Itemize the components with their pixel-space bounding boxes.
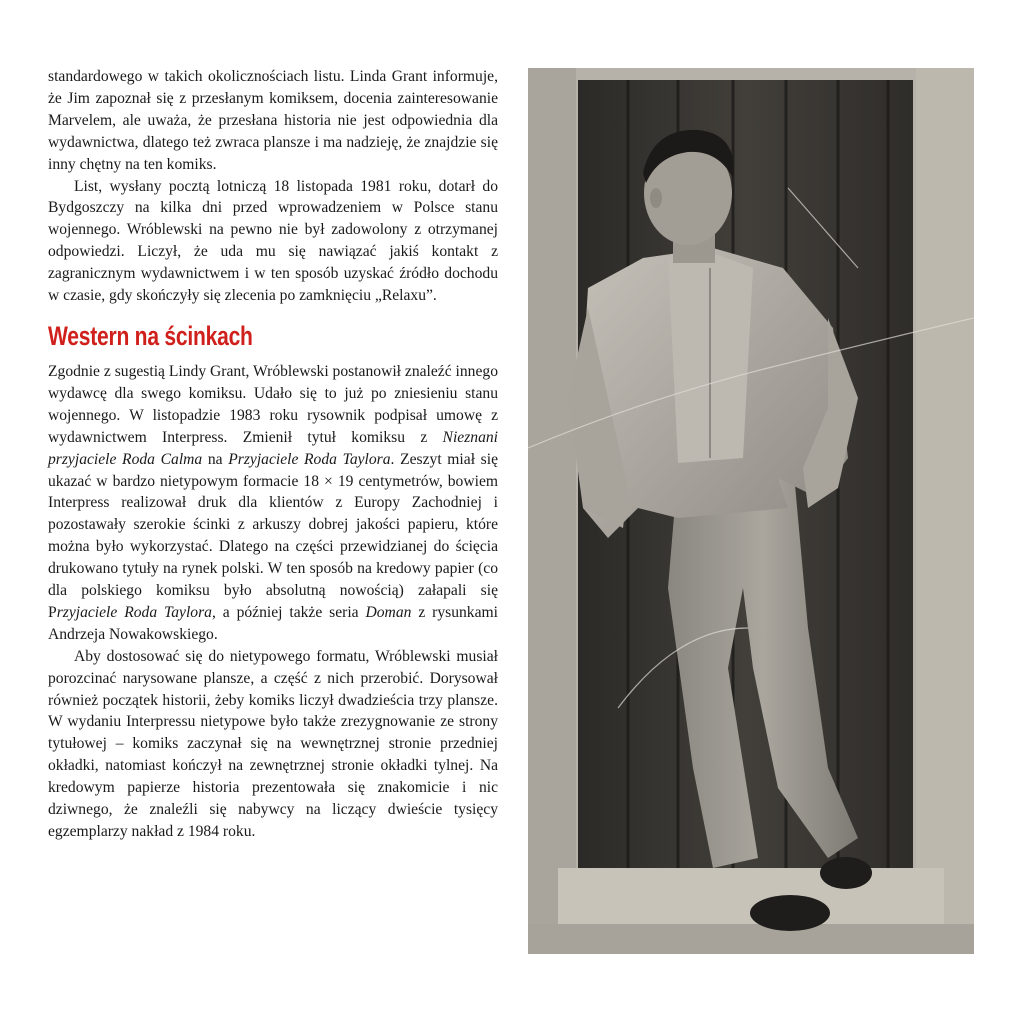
comic-title-new-2: rzyjaciele Roda Taylora [56,603,212,621]
paragraph-3-part-b: na [202,450,229,468]
section-heading: Western na ścinkach [48,320,253,351]
paragraph-4: Aby dostosować się do nietypowego formatu, Wróblewski musiał porozcinać narysowane plansze, a część z nich przerobić. Dorysował również początek historii, żeby komiks liczył dwadzieścia trzy plansze. W wydaniu Interpressu nietypowe było także zrezygnowanie ze strony tytułowej – komiks zaczynał się na wewnętrznej stronie przedniej okładki, natomiast kończył na zewnętrznej stronie okładki tylnej. Na kredowym papierze historia prezentowała się znakomicie i nic dziwnego, że znaleźli się nabywcy na liczący dwieście tysięcy egzemplarzy nakład z 1984 roku. [48,647,498,840]
paragraph-1: standardowego w takich okolicznościach listu. Linda Grant informuje, że Jim zapoznał się z przesłanym komiksem, docenia zainteresowanie Marvelem, ale uważa, że przesłana historia nie jest odpowiednia dla wydawnictwa, dlatego też zwraca plansze i ma nadzieję, że znajdzie się inny chętny na ten komiks. [48,68,498,173]
paragraph-3-part-a: Zgodnie z sugestią Lindy Grant, Wróblewski postanowił znaleźć innego wydawcę dla swego komiksu. Udało się to już po zniesieniu stanu wojennego. W listopadzie 1983 roku rysownik podpisał umowę z wydawnictwem Interpress. Zmienił tytuł komiksu z [48,362,498,446]
comic-title-new: Przyjaciele Roda Taylora [228,450,391,468]
paragraph-2: List, wysłany pocztą lotniczą 18 listopada 1981 roku, dotarł do Bydgoszczy na kilka dni przed wprowadzeniem w Polsce stanu wojennego. Wróblewski na pewno nie był zadowolony z otrzymanej odpowiedzi. Liczył, że uda mu się nawiązać jakiś kontakt z zagranicznym wydawnictwem i w ten sposób uzyskać źródło dochodu w czasie, gdy skończyły się zlecenia po zamknięciu „Relaxu”. [48,177,498,305]
series-title-doman: Doman [365,603,412,621]
paragraph-3-part-d: , a później także seria [211,603,366,621]
photo-illustration [528,68,974,954]
paragraph-3-part-e: z rysunkami Andrzeja Nowakowskiego. [48,603,498,643]
man-leaning-in-doorway-photo [528,68,974,954]
paragraph-3 [48,361,498,646]
article-text-column [48,66,498,843]
paragraph-3-part-c: . Zeszyt miał się ukazać w bardzo nietypowym formacie 18 × 19 centymetrów, bowiem Interpress realizował druk dla klientów z Europy Zachodniej i pozostawały szerokie ścinki z arkuszy dobrej jakości papieru, które można było wykorzystać. Dlatego na części przewidzianej do ścięcia drukowano tytuły na rynek polski. W ten sposób na kredowy papier (co dla polskiego komiksu było absolutną nowością) załapali się P [48,450,498,621]
comic-title-old: Nieznani przyjaciele Roda Calma [48,428,498,468]
